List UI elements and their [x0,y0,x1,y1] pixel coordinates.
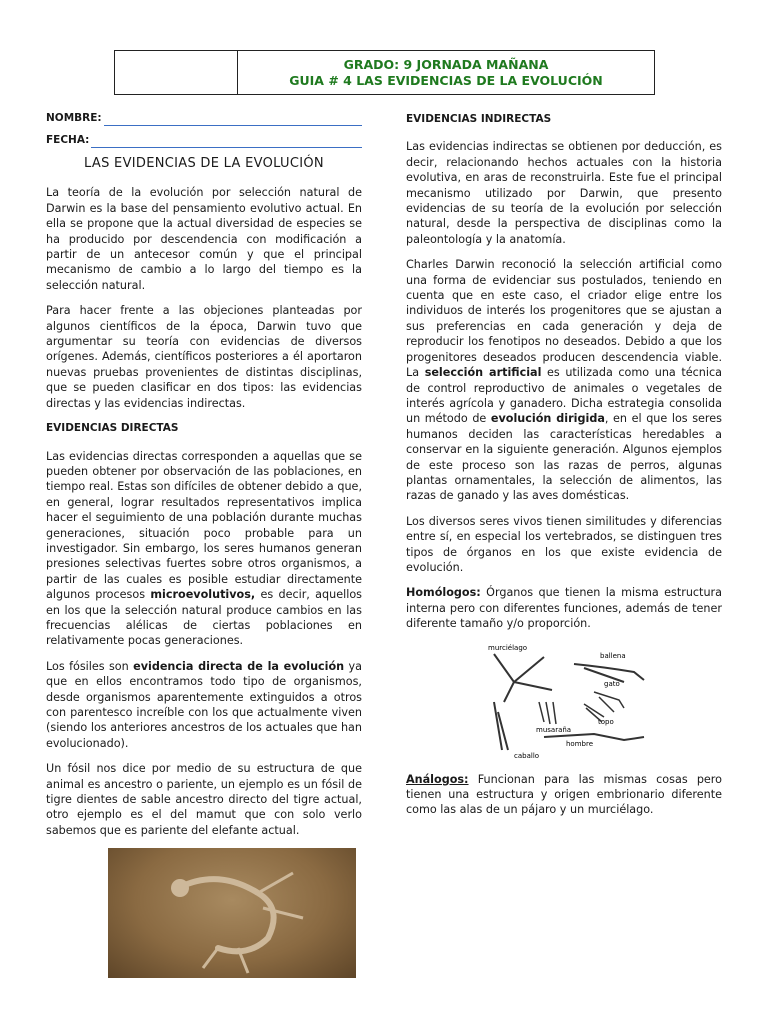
date-label: FECHA: [46,133,90,146]
name-field[interactable] [46,108,362,126]
label-whale: ballena [600,651,626,660]
fossil-image [108,848,356,978]
artificial-selection-paragraph: Charles Darwin reconoció la selección artificial como una forma de evidenciar sus postulados, teniendo en cuenta que en este caso, el criador elige entre los individuos de interés los progenitores que se ajustan a sus preferencias en cada generación y deja de reproducir los fenotipos no deseados. Debido a que los progenitores deseados producen descendencia viable. La selección artificial es utilizada como una técnica de control reproductivo de animales o vegetales de interés agrícola y ganadero. Dicha estrategia consolida un método de evolución dirigida, en el que los seres humanos deciden las características heredables a conservar en la siguiente generación. Algunos ejemplos de este proceso son las razas de perros, algunas plantas ornamentales, la selección de alimentos, las razas de ganado y las aves domésticas. [406,258,722,503]
header-guide-line: GUIA # 4 LAS EVIDENCIAS DE LA EVOLUCIÓN [289,72,603,88]
header-table [114,50,655,95]
document-title: LAS EVIDENCIAS DE LA EVOLUCIÓN [84,156,324,171]
name-label: NOMBRE: [46,111,102,124]
indirect-evidence-paragraph: Las evidencias indirectas se obtienen por deducción, es decir, relacionando hechos actuales con la historia evolutiva, en aras de reconstruirla. Este fue el principal mecanismo utilizado por Darwin, que presento evidencias de su teoría de la evolución por selección natural, desde la perspectiva de disciplinas como la paleontología y la anatomía. [406,140,722,246]
homologous-paragraph: Homólogos: Órganos que tienen la misma estructura interna pero con diferentes funciones, además de tener diferente tamaño y/o proporción. [406,586,722,631]
intro-paragraph: La teoría de la evolución por selección natural de Darwin es la base del pensamiento evolutivo actual. En ella se propone que la actual diversidad de especies se ha producido por descendencia con modificación a partir de un antecesor común y que el principal mecanismo de cambio a lo largo del tiempo es la selección natural. [46,186,362,292]
objections-paragraph: Para hacer frente a las objeciones planteadas por algunos científicos de la época, Darwin tuvo que argumentar su teoría con evidencias de diversos orígenes. Además, científicos posteriores a él aportaron nuevas pruebas provenientes de distintas disciplinas, que se pueden clasificar en dos tipos: las evidencias directas y las evidencias indirectas. [46,304,362,410]
label-horse: caballo [514,751,540,760]
fossils-paragraph: Los fósiles son evidencia directa de la evolución ya que en ellos encontramos todo tipo de organismos, desde organismos aparentemente extinguidos a otros con parentesco increíble con los que actualmente viven (siendo los anteriores ancestros de los actuales que han evolucionado). [46,659,362,750]
fossil-example-paragraph: Un fósil nos dice por medio de su estructura de que animal es ancestro o pariente, un ejemplo es un fósil de tigre dientes de sable ancestro directo del tigre actual, otro ejemplo es el del mamut que con solo verlo sabemos que es pariente del elefante actual. [46,762,362,837]
left-column [46,108,362,978]
logo-cell [115,51,238,94]
name-line[interactable] [104,117,362,126]
homologous-term: Homólogos: [406,586,481,600]
direct-evidence-paragraph: Las evidencias directas corresponden a aquellas que se pueden obtener por observación de las poblaciones, en tiempo real. Estas son difíciles de obtener debido a que, en general, lograr resultados representativos implica hacer el seguimiento de una población durante muchas generaciones, situación poco probable para un investigador. Sin embargo, los seres humanos generan presiones selectivas fuertes sobre otros organismos, a partir de las cuales es posible estudiar directamente algunos procesos microevolutivos, es decir, aquellos en los que la selección natural produce cambios en las frecuencias alélicas de ciertas poblaciones en relativamente pocas generaciones. [46,449,362,648]
label-bat: murciélago [488,643,528,652]
organ-types-paragraph: Los diversos seres vivos tienen similitudes y diferencias entre sí, en especial los vertebrados, se distinguen tres tipos de órganos en los que existe evidencia de evolución. [406,514,722,574]
homologous-limbs-figure [474,642,660,762]
date-field[interactable] [46,130,362,148]
label-cat: gato [604,679,620,688]
date-line[interactable] [91,139,362,148]
label-shrew: musaraña [536,725,572,734]
indirect-evidence-heading: EVIDENCIAS INDIRECTAS [406,113,552,125]
label-mole: topo [598,717,614,726]
direct-evidence-heading: EVIDENCIAS DIRECTAS [46,422,179,435]
label-human: hombre [566,739,594,748]
right-column [406,108,722,828]
header-title-cell [238,51,654,94]
analogous-term: Análogos: [406,772,469,786]
header-grade-line: GRADO: 9 JORNADA MAÑANA [343,56,549,72]
analogous-paragraph: Análogos: Funcionan para las mismas cosas pero tienen una estructura y origen embrionario diferente como las alas de un pájaro y un murciélago. [406,772,722,817]
